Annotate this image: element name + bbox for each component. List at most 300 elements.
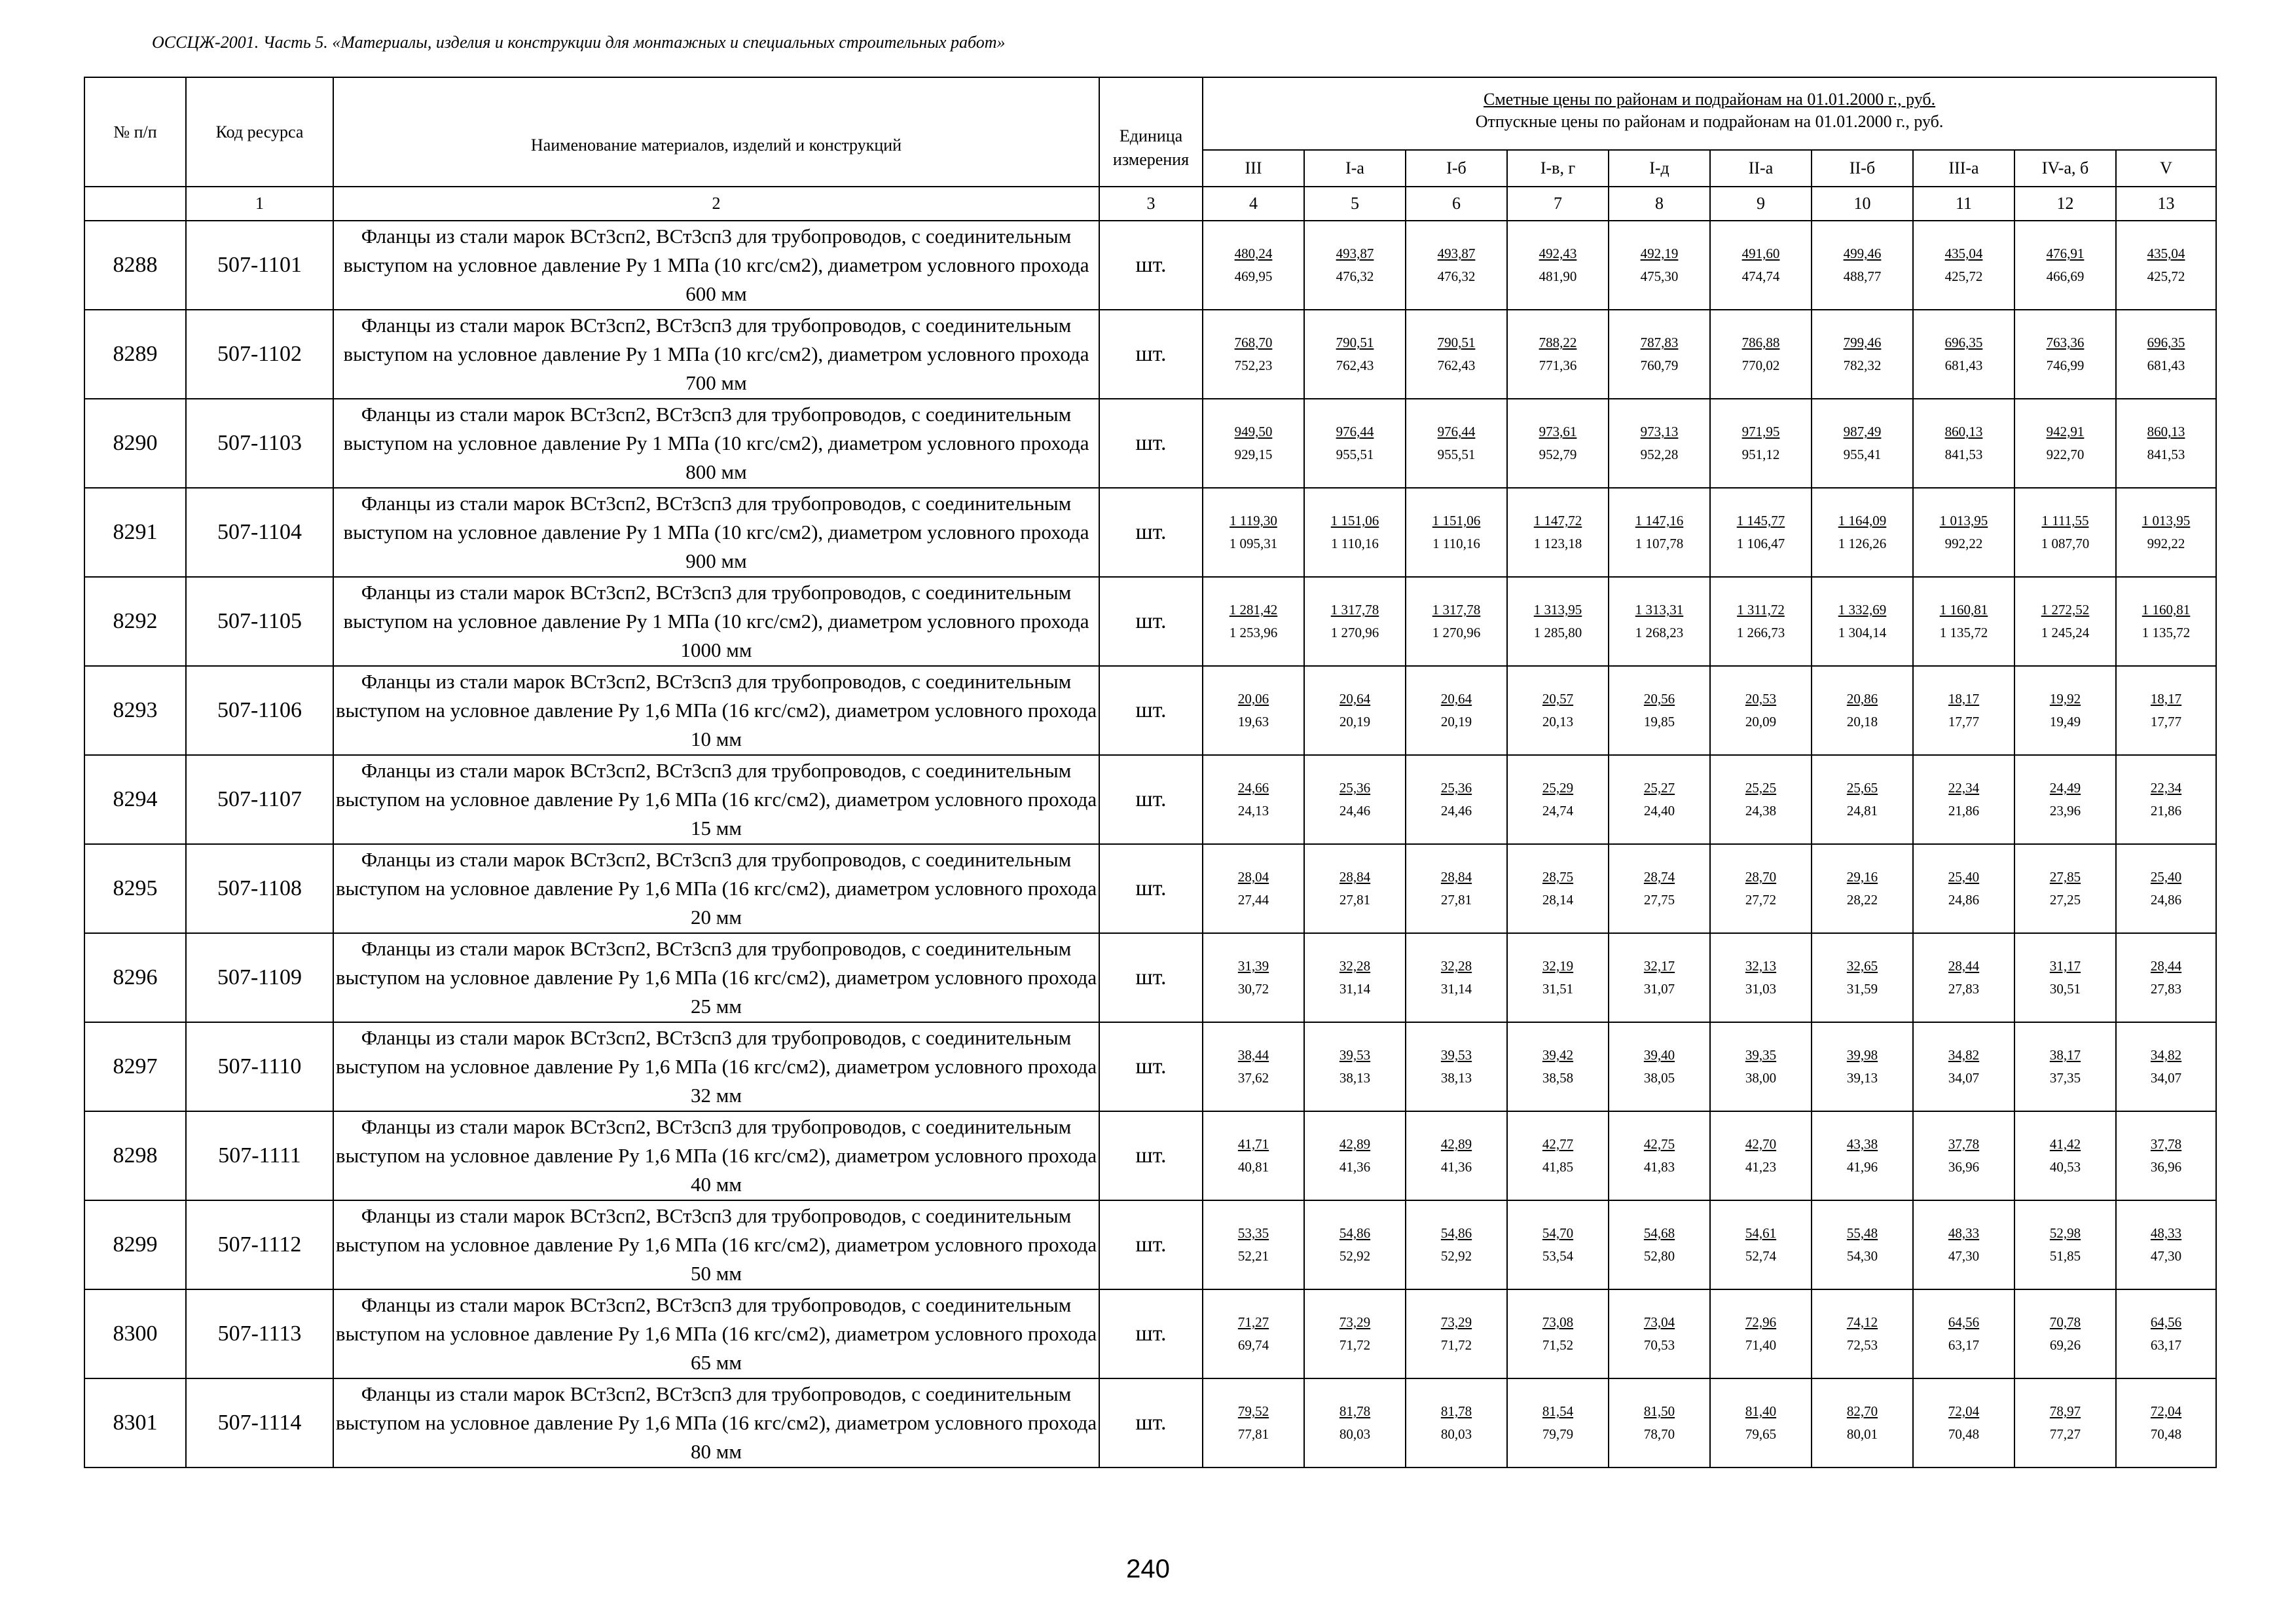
price-cell	[1304, 1111, 1406, 1200]
price-cell	[1304, 844, 1406, 933]
estimate-price: 22,34	[1948, 780, 1980, 796]
estimate-price: 39,53	[1440, 1047, 1472, 1063]
price-cell	[1812, 310, 1913, 399]
row-number: 8295	[84, 844, 186, 933]
estimate-price: 25,40	[2150, 869, 2182, 885]
estimate-price: 1 160,81	[2141, 602, 2191, 618]
release-price: 24,38	[1745, 803, 1777, 819]
price-cell	[1203, 1378, 1304, 1467]
estimate-price: 1 313,31	[1635, 602, 1684, 618]
price-cell	[1710, 1022, 1812, 1111]
estimate-price: 52,98	[2049, 1225, 2081, 1241]
estimate-price: 29,16	[1846, 869, 1878, 885]
price-cell	[1406, 221, 1507, 310]
release-price: 80,03	[1440, 1426, 1472, 1442]
table-row	[84, 310, 2216, 399]
price-cell	[1710, 1111, 1812, 1200]
release-price: 70,48	[2150, 1426, 2182, 1442]
release-price: 80,01	[1846, 1426, 1878, 1442]
release-price: 24,81	[1846, 803, 1878, 819]
row-number: 8291	[84, 488, 186, 577]
estimate-price: 82,70	[1846, 1403, 1878, 1419]
release-price: 31,03	[1745, 981, 1777, 997]
estimate-price: 24,66	[1237, 780, 1269, 796]
price-cell	[1507, 1111, 1609, 1200]
unit-of-measure: шт.	[1099, 1289, 1203, 1378]
zone-header: V	[2116, 150, 2216, 187]
release-price: 27,44	[1237, 892, 1269, 908]
release-price: 475,30	[1640, 268, 1679, 284]
release-price: 955,51	[1437, 447, 1476, 462]
estimate-price: 48,33	[2150, 1225, 2182, 1241]
release-price: 69,26	[2049, 1337, 2081, 1353]
estimate-price: 20,56	[1643, 691, 1675, 707]
price-cell	[1609, 221, 1710, 310]
unit-of-measure: шт.	[1099, 488, 1203, 577]
release-price: 38,00	[1745, 1070, 1777, 1086]
estimate-price: 788,22	[1539, 335, 1577, 350]
price-cell	[1203, 399, 1304, 488]
header-unit-line1: Единица	[1119, 126, 1183, 145]
material-name: Фланцы из стали марок ВСт3сп2, ВСт3сп3 для трубопроводов, с соединительным выступом на условное давление Ру 1 МПа (10 кгс/см2), диаметром условного прохода 900 мм	[333, 488, 1099, 577]
estimate-price: 24,49	[2049, 780, 2081, 796]
row-number: 8293	[84, 666, 186, 755]
estimate-price: 25,36	[1440, 780, 1472, 796]
price-cell	[2014, 488, 2116, 577]
release-price: 77,81	[1237, 1426, 1269, 1442]
estimate-price: 493,87	[1437, 246, 1476, 261]
release-price: 425,72	[2147, 268, 2185, 284]
release-price: 37,35	[2049, 1070, 2081, 1086]
material-name: Фланцы из стали марок ВСт3сп2, ВСт3сп3 для трубопроводов, с соединительным выступом на условное давление Ру 1,6 МПа (16 кгс/см2), диаметром условного прохода 50 мм	[333, 1200, 1099, 1289]
price-cell	[1507, 221, 1609, 310]
table-row	[84, 1289, 2216, 1378]
release-price: 24,46	[1339, 803, 1371, 819]
table-row	[84, 1111, 2216, 1200]
estimate-price: 34,82	[1948, 1047, 1980, 1063]
release-price: 52,92	[1339, 1248, 1371, 1264]
price-cell	[1710, 1378, 1812, 1467]
estimate-price: 41,42	[2049, 1136, 2081, 1152]
estimate-price: 54,68	[1643, 1225, 1675, 1241]
release-price: 1 095,31	[1229, 536, 1278, 551]
price-cell	[1609, 1022, 1710, 1111]
price-cell	[2014, 1022, 2116, 1111]
release-price: 24,86	[2150, 892, 2182, 908]
price-cell	[1609, 488, 1710, 577]
price-cell	[1609, 755, 1710, 844]
row-number: 8298	[84, 1111, 186, 1200]
table-row	[84, 1378, 2216, 1467]
estimate-price: 493,87	[1336, 246, 1374, 261]
price-cell	[1304, 577, 1406, 666]
release-price: 476,32	[1437, 268, 1476, 284]
column-number: 8	[1609, 187, 1710, 221]
release-price: 1 266,73	[1736, 625, 1785, 640]
price-cell	[1203, 755, 1304, 844]
price-table	[84, 77, 2217, 1468]
price-cell	[2014, 1378, 2116, 1467]
price-cell	[1609, 399, 1710, 488]
release-price: 841,53	[1944, 447, 1983, 462]
price-cell	[1609, 933, 1710, 1022]
estimate-price: 37,78	[1948, 1136, 1980, 1152]
estimate-price: 768,70	[1234, 335, 1273, 350]
table-row	[84, 933, 2216, 1022]
column-number: 6	[1406, 187, 1507, 221]
release-price: 79,65	[1745, 1426, 1777, 1442]
estimate-price: 55,48	[1846, 1225, 1878, 1241]
release-price: 31,14	[1339, 981, 1371, 997]
estimate-price: 20,86	[1846, 691, 1878, 707]
estimate-price: 499,46	[1843, 246, 1882, 261]
estimate-price: 38,44	[1237, 1047, 1269, 1063]
resource-code: 507-1105	[186, 577, 333, 666]
estimate-price: 1 317,78	[1330, 602, 1379, 618]
estimate-price: 860,13	[2147, 424, 2185, 439]
price-cell	[1507, 577, 1609, 666]
release-price: 841,53	[2147, 447, 2185, 462]
price-cell	[2116, 844, 2216, 933]
unit-of-measure: шт.	[1099, 1378, 1203, 1467]
material-name: Фланцы из стали марок ВСт3сп2, ВСт3сп3 для трубопроводов, с соединительным выступом на условное давление Ру 1,6 МПа (16 кгс/см2), диаметром условного прохода 15 мм	[333, 755, 1099, 844]
unit-of-measure: шт.	[1099, 1200, 1203, 1289]
release-price: 41,96	[1846, 1159, 1878, 1175]
price-cell	[2014, 577, 2116, 666]
price-cell	[1710, 933, 1812, 1022]
material-name: Фланцы из стали марок ВСт3сп2, ВСт3сп3 для трубопроводов, с соединительным выступом на условное давление Ру 1,6 МПа (16 кгс/см2), диаметром условного прохода 10 мм	[333, 666, 1099, 755]
release-price: 929,15	[1234, 447, 1273, 462]
estimate-price: 28,04	[1237, 869, 1269, 885]
price-cell	[2116, 399, 2216, 488]
estimate-price: 32,19	[1542, 958, 1574, 974]
price-cell	[1406, 488, 1507, 577]
estimate-price: 81,50	[1643, 1403, 1675, 1419]
estimate-price: 20,53	[1745, 691, 1777, 707]
price-cell	[1913, 755, 2014, 844]
header-price-caption	[1203, 77, 2216, 150]
release-price: 681,43	[2147, 358, 2185, 373]
price-cell	[1203, 1022, 1304, 1111]
release-price: 27,72	[1745, 892, 1777, 908]
table-row	[84, 221, 2216, 310]
column-number: 1	[186, 187, 333, 221]
price-cell	[1913, 844, 2014, 933]
estimate-price: 81,78	[1339, 1403, 1371, 1419]
estimate-price: 54,86	[1440, 1225, 1472, 1241]
price-cell	[1507, 1022, 1609, 1111]
release-price: 52,21	[1237, 1248, 1269, 1264]
estimate-price: 1 111,55	[2041, 513, 2089, 528]
estimate-price: 41,71	[1237, 1136, 1269, 1152]
price-cell	[1406, 666, 1507, 755]
price-cell	[1812, 933, 1913, 1022]
price-cell	[1203, 577, 1304, 666]
release-price: 1 106,47	[1736, 536, 1785, 551]
release-price: 992,22	[1944, 536, 1983, 551]
estimate-price: 39,53	[1339, 1047, 1371, 1063]
release-price: 30,72	[1237, 981, 1269, 997]
release-price: 31,51	[1542, 981, 1574, 997]
price-cell	[1406, 1022, 1507, 1111]
release-price: 1 268,23	[1635, 625, 1684, 640]
estimate-price: 28,84	[1339, 869, 1371, 885]
row-number: 8301	[84, 1378, 186, 1467]
estimate-price: 976,44	[1437, 424, 1476, 439]
release-price: 770,02	[1741, 358, 1780, 373]
release-price: 27,81	[1339, 892, 1371, 908]
release-price: 27,25	[2049, 892, 2081, 908]
estimate-price: 492,19	[1640, 246, 1679, 261]
price-cell	[1812, 1378, 1913, 1467]
estimate-price: 72,04	[1948, 1403, 1980, 1419]
price-cell	[1710, 221, 1812, 310]
estimate-price: 786,88	[1741, 335, 1780, 350]
estimate-price: 22,34	[2150, 780, 2182, 796]
estimate-price: 492,43	[1539, 246, 1577, 261]
material-name: Фланцы из стали марок ВСт3сп2, ВСт3сп3 для трубопроводов, с соединительным выступом на условное давление Ру 1 МПа (10 кгс/см2), диаметром условного прохода 1000 мм	[333, 577, 1099, 666]
price-cell	[2014, 1111, 2116, 1200]
estimate-price: 1 317,78	[1432, 602, 1481, 618]
unit-of-measure: шт.	[1099, 666, 1203, 755]
estimate-price: 1 147,16	[1635, 513, 1684, 528]
release-price: 1 135,72	[1939, 625, 1988, 640]
estimate-price: 32,13	[1745, 958, 1777, 974]
release-price: 71,40	[1745, 1337, 1777, 1353]
estimate-price: 28,75	[1542, 869, 1574, 885]
header-unit-line2: измерения	[1112, 149, 1190, 169]
estimate-price: 696,35	[1944, 335, 1983, 350]
estimate-price: 973,13	[1640, 424, 1679, 439]
release-price: 27,83	[1948, 981, 1980, 997]
header-no: № п/п	[84, 77, 186, 187]
estimate-price: 42,77	[1542, 1136, 1574, 1152]
unit-of-measure: шт.	[1099, 755, 1203, 844]
release-price: 41,36	[1339, 1159, 1371, 1175]
estimate-price: 435,04	[1944, 246, 1983, 261]
release-price: 54,30	[1846, 1248, 1878, 1264]
release-price: 47,30	[2150, 1248, 2182, 1264]
estimate-price: 790,51	[1336, 335, 1374, 350]
release-price: 27,81	[1440, 892, 1472, 908]
release-price: 38,58	[1542, 1070, 1574, 1086]
release-price: 752,23	[1234, 358, 1273, 373]
resource-code: 507-1102	[186, 310, 333, 399]
release-price: 24,86	[1948, 892, 1980, 908]
zone-header: IV-a, б	[2014, 150, 2116, 187]
estimate-price: 28,84	[1440, 869, 1472, 885]
price-cell	[1203, 666, 1304, 755]
release-price: 1 087,70	[2041, 536, 2090, 551]
material-name: Фланцы из стали марок ВСт3сп2, ВСт3сп3 для трубопроводов, с соединительным выступом на условное давление Ру 1 МПа (10 кгс/см2), диаметром условного прохода 600 мм	[333, 221, 1099, 310]
release-price: 63,17	[1948, 1337, 1980, 1353]
price-cell	[1507, 1378, 1609, 1467]
estimate-price: 19,92	[2049, 691, 2081, 707]
price-cell	[1203, 933, 1304, 1022]
release-price: 28,22	[1846, 892, 1878, 908]
material-name: Фланцы из стали марок ВСт3сп2, ВСт3сп3 для трубопроводов, с соединительным выступом на условное давление Ру 1 МПа (10 кгс/см2), диаметром условного прохода 800 мм	[333, 399, 1099, 488]
estimate-price: 1 119,30	[1230, 513, 1277, 528]
estimate-price: 42,70	[1745, 1136, 1777, 1152]
unit-of-measure: шт.	[1099, 577, 1203, 666]
price-cell	[1406, 755, 1507, 844]
release-price: 52,74	[1745, 1248, 1777, 1264]
release-price: 1 110,16	[1432, 536, 1480, 551]
estimate-price: 491,60	[1741, 246, 1780, 261]
price-cell	[1304, 488, 1406, 577]
price-cell	[1710, 1200, 1812, 1289]
price-cell	[1304, 1200, 1406, 1289]
estimate-price: 43,38	[1846, 1136, 1878, 1152]
price-cell	[1710, 844, 1812, 933]
estimate-price: 79,52	[1237, 1403, 1269, 1419]
estimate-price: 1 160,81	[1939, 602, 1988, 618]
table-row	[84, 755, 2216, 844]
release-price: 951,12	[1741, 447, 1780, 462]
release-price: 36,96	[1948, 1159, 1980, 1175]
estimate-price: 28,44	[2150, 958, 2182, 974]
estimate-price: 31,17	[2049, 958, 2081, 974]
release-price: 79,79	[1542, 1426, 1574, 1442]
column-number-empty	[84, 187, 186, 221]
release-price: 34,07	[2150, 1070, 2182, 1086]
estimate-price: 25,36	[1339, 780, 1371, 796]
release-price: 31,14	[1440, 981, 1472, 997]
header-code: Код ресурса	[186, 77, 333, 187]
release-price: 24,40	[1643, 803, 1675, 819]
estimate-price: 48,33	[1948, 1225, 1980, 1241]
release-price: 52,92	[1440, 1248, 1472, 1264]
row-number: 8292	[84, 577, 186, 666]
row-number: 8289	[84, 310, 186, 399]
release-price: 952,79	[1539, 447, 1577, 462]
estimate-price: 976,44	[1336, 424, 1374, 439]
price-cell	[2014, 221, 2116, 310]
release-price: 20,19	[1339, 714, 1371, 729]
estimate-price: 54,70	[1542, 1225, 1574, 1241]
release-price: 1 253,96	[1229, 625, 1278, 640]
price-cell	[1812, 666, 1913, 755]
estimate-price: 54,86	[1339, 1225, 1371, 1241]
release-price: 762,43	[1437, 358, 1476, 373]
estimate-price: 74,12	[1846, 1314, 1878, 1330]
estimate-price: 64,56	[1948, 1314, 1980, 1330]
column-number: 4	[1203, 187, 1304, 221]
price-cell	[1406, 577, 1507, 666]
price-cell	[2014, 399, 2116, 488]
price-cell	[1812, 1200, 1913, 1289]
estimate-price: 32,65	[1846, 958, 1878, 974]
price-cell	[2116, 1200, 2216, 1289]
price-cell	[1304, 933, 1406, 1022]
estimate-price: 1 313,95	[1533, 602, 1582, 618]
price-cell	[1507, 1289, 1609, 1378]
price-cell	[1406, 844, 1507, 933]
release-price: 78,70	[1643, 1426, 1675, 1442]
release-price: 1 123,18	[1533, 536, 1582, 551]
estimate-price: 435,04	[2147, 246, 2185, 261]
release-price: 469,95	[1234, 268, 1273, 284]
price-cell	[1507, 844, 1609, 933]
resource-code: 507-1106	[186, 666, 333, 755]
price-cell	[1304, 1022, 1406, 1111]
price-cell	[2116, 1378, 2216, 1467]
estimate-price: 20,64	[1440, 691, 1472, 707]
release-price: 80,03	[1339, 1426, 1371, 1442]
price-cell	[2116, 488, 2216, 577]
unit-of-measure: шт.	[1099, 310, 1203, 399]
release-price: 30,51	[2049, 981, 2081, 997]
estimate-price: 1 164,09	[1838, 513, 1887, 528]
unit-of-measure: шт.	[1099, 1111, 1203, 1200]
price-cell	[1710, 755, 1812, 844]
price-cell	[1710, 399, 1812, 488]
release-price: 992,22	[2147, 536, 2185, 551]
estimate-price: 73,08	[1542, 1314, 1574, 1330]
unit-of-measure: шт.	[1099, 933, 1203, 1022]
price-cell	[2116, 1111, 2216, 1200]
release-price: 23,96	[2049, 803, 2081, 819]
estimate-price: 696,35	[2147, 335, 2185, 350]
row-number: 8297	[84, 1022, 186, 1111]
release-price: 771,36	[1539, 358, 1577, 373]
estimate-price: 28,74	[1643, 869, 1675, 885]
release-price: 38,13	[1440, 1070, 1472, 1086]
estimate-price: 25,40	[1948, 869, 1980, 885]
estimate-price: 73,04	[1643, 1314, 1675, 1330]
price-cell	[1203, 1200, 1304, 1289]
estimate-price: 1 272,52	[2041, 602, 2090, 618]
estimate-price: 39,40	[1643, 1047, 1675, 1063]
estimate-price: 20,57	[1542, 691, 1574, 707]
release-price: 37,62	[1237, 1070, 1269, 1086]
price-cell	[1913, 221, 2014, 310]
zone-header: I-a	[1304, 150, 1406, 187]
resource-code: 507-1113	[186, 1289, 333, 1378]
estimate-price: 1 145,77	[1736, 513, 1785, 528]
price-cell	[1609, 844, 1710, 933]
table-row	[84, 577, 2216, 666]
release-price: 782,32	[1843, 358, 1882, 373]
estimate-price: 70,78	[2049, 1314, 2081, 1330]
price-cell	[2014, 310, 2116, 399]
price-cell	[1913, 310, 2014, 399]
release-price: 71,72	[1440, 1337, 1472, 1353]
table-row	[84, 488, 2216, 577]
resource-code: 507-1111	[186, 1111, 333, 1200]
column-number: 9	[1710, 187, 1812, 221]
release-price: 1 285,80	[1533, 625, 1582, 640]
price-cell	[1609, 577, 1710, 666]
material-name: Фланцы из стали марок ВСт3сп2, ВСт3сп3 для трубопроводов, с соединительным выступом на условное давление Ру 1 МПа (10 кгс/см2), диаметром условного прохода 700 мм	[333, 310, 1099, 399]
estimate-price: 1 013,95	[2141, 513, 2191, 528]
zone-header: I-б	[1406, 150, 1507, 187]
price-cell	[1406, 1289, 1507, 1378]
release-price: 40,81	[1237, 1159, 1269, 1175]
release-price: 760,79	[1640, 358, 1679, 373]
price-cell	[2014, 1200, 2116, 1289]
release-price: 481,90	[1539, 268, 1577, 284]
price-cell	[1609, 1289, 1710, 1378]
estimate-price: 42,75	[1643, 1136, 1675, 1152]
column-number: 12	[2014, 187, 2116, 221]
zone-header: II-б	[1812, 150, 1913, 187]
release-price: 36,96	[2150, 1159, 2182, 1175]
price-cell	[2014, 1289, 2116, 1378]
row-number: 8296	[84, 933, 186, 1022]
price-cell	[2116, 577, 2216, 666]
column-number: 2	[333, 187, 1099, 221]
